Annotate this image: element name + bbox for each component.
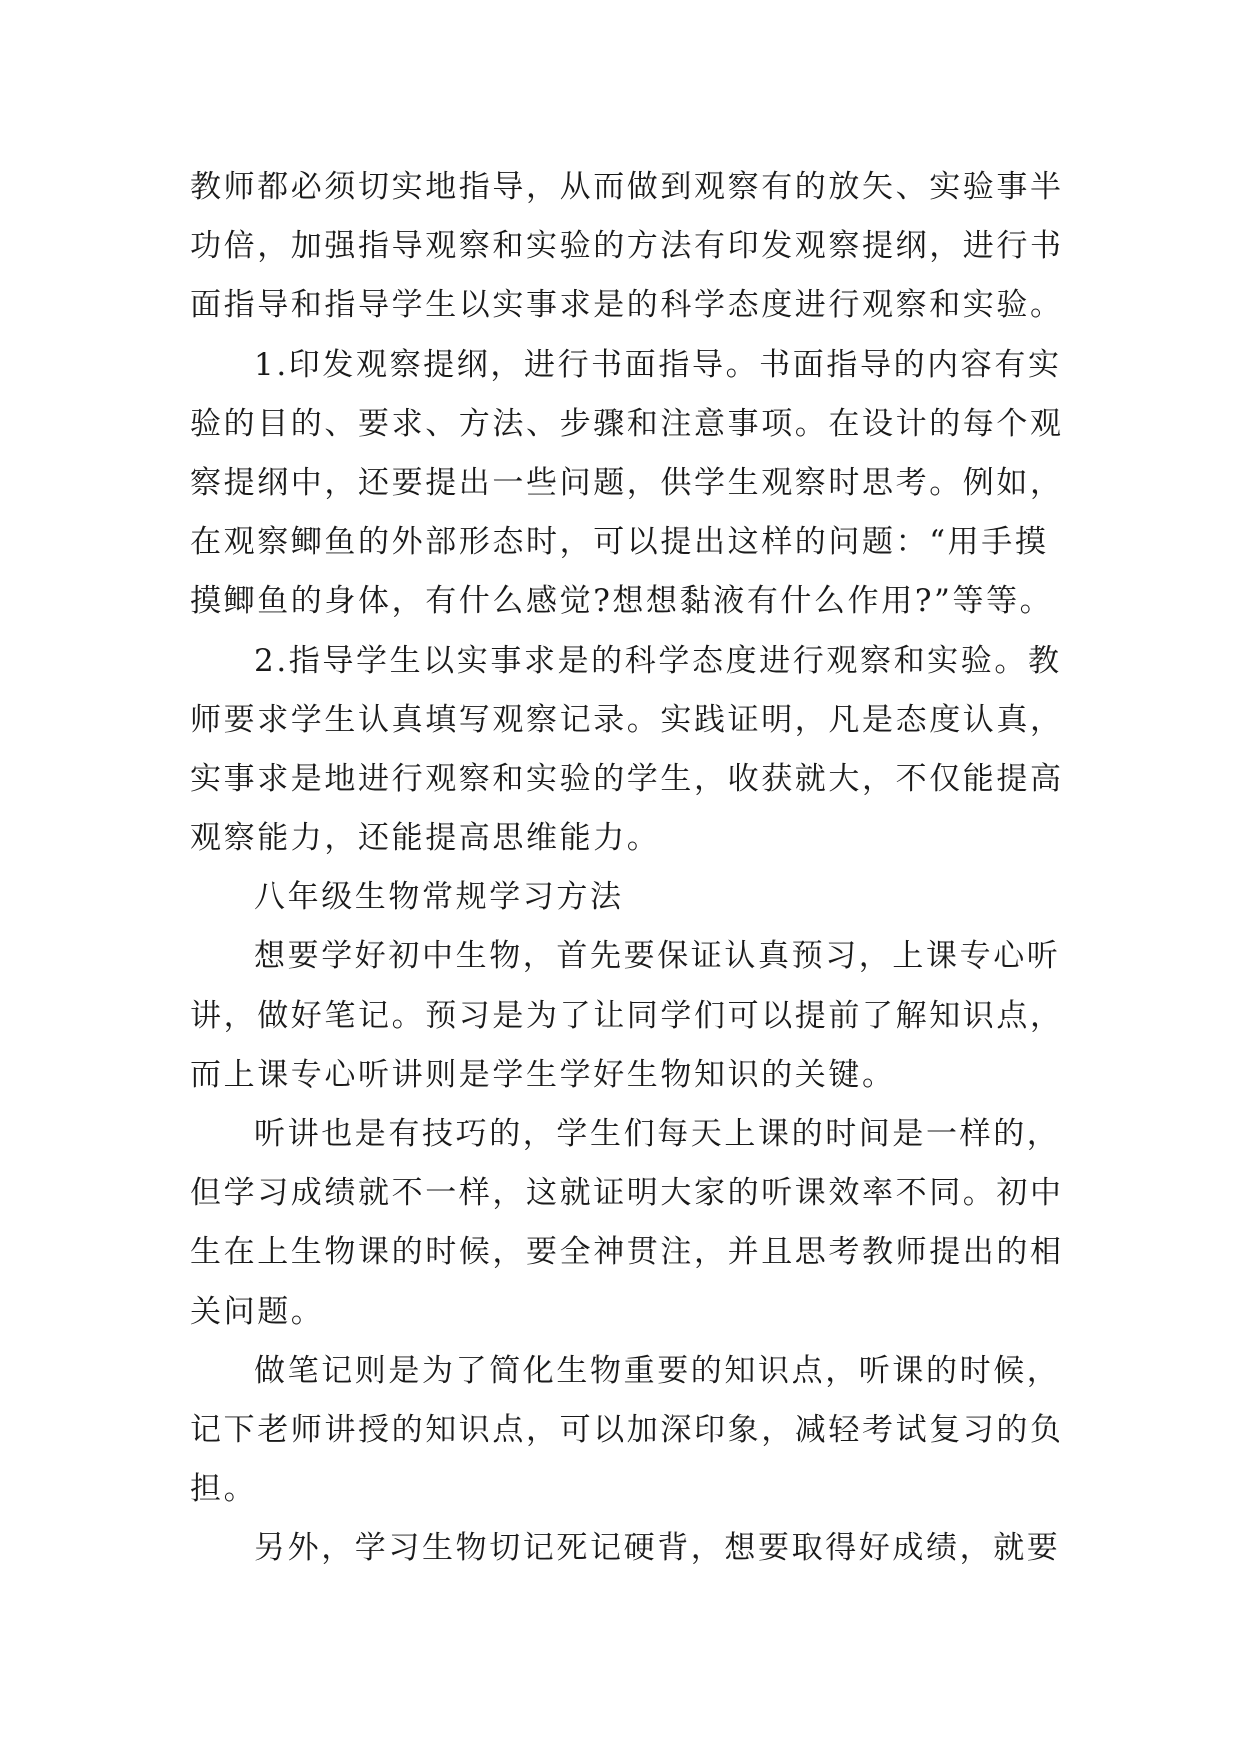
text-line: 但学习成绩就不一样，这就证明大家的听课效率不同。初中 [190, 1175, 1064, 1212]
text-line: 师要求学生认真填写观察记录。实践证明，凡是态度认真， [190, 701, 1064, 738]
text-line: 验的目的、要求、方法、步骤和注意事项。在设计的每个观 [190, 405, 1064, 442]
text-line: 做笔记则是为了简化生物重要的知识点，听课的时候， [254, 1352, 1061, 1389]
text-line: 面指导和指导学生以实事求是的科学态度进行观察和实验。 [190, 287, 1064, 324]
text-line: 1.印发观察提纲，进行书面指导。书面指导的内容有实 [254, 346, 1062, 383]
text-line: 实事求是地进行观察和实验的学生，收获就大，不仅能提高 [190, 760, 1064, 797]
text-line: 听讲也是有技巧的，学生们每天上课的时间是一样的， [254, 1116, 1061, 1152]
text-line: 功倍，加强指导观察和实验的方法有印发观察提纲，进行书 [190, 228, 1064, 265]
text-line: 关问题。 [190, 1293, 325, 1330]
text-line: 记下老师讲授的知识点，可以加深印象，减轻考试复习的负 [190, 1411, 1064, 1448]
body-text [190, 158, 1070, 1579]
text-line: 讲，做好笔记。预习是为了让同学们可以提前了解知识点， [190, 997, 1064, 1034]
text-line: 在观察鲫鱼的外部形态时，可以提出这样的问题：“用手摸 [190, 524, 1049, 561]
text-line: 想要学好初中生物，首先要保证认真预习，上课专心听 [254, 938, 1061, 975]
text-line: 摸鲫鱼的身体，有什么感觉?想想黏液有什么作用?”等等。 [190, 583, 1054, 620]
text-line: 八年级生物常规学习方法 [254, 879, 624, 916]
text-line: 教师都必须切实地指导，从而做到观察有的放矢、实验事半 [190, 169, 1064, 205]
text-line: 而上课专心听讲则是学生学好生物知识的关键。 [190, 1056, 896, 1093]
text-line: 观察能力，还能提高思维能力。 [190, 820, 661, 857]
text-line: 察提纲中，还要提出一些问题，供学生观察时思考。例如， [190, 464, 1064, 501]
text-line: 另外，学习生物切记死记硬背，想要取得好成绩，就要 [254, 1530, 1061, 1567]
text-line: 担。 [190, 1471, 258, 1508]
text-line: 生在上生物课的时候，要全神贯注，并且思考教师提出的相 [190, 1234, 1064, 1271]
text-line: 2.指导学生以实事求是的科学态度进行观察和实验。教 [254, 642, 1062, 679]
